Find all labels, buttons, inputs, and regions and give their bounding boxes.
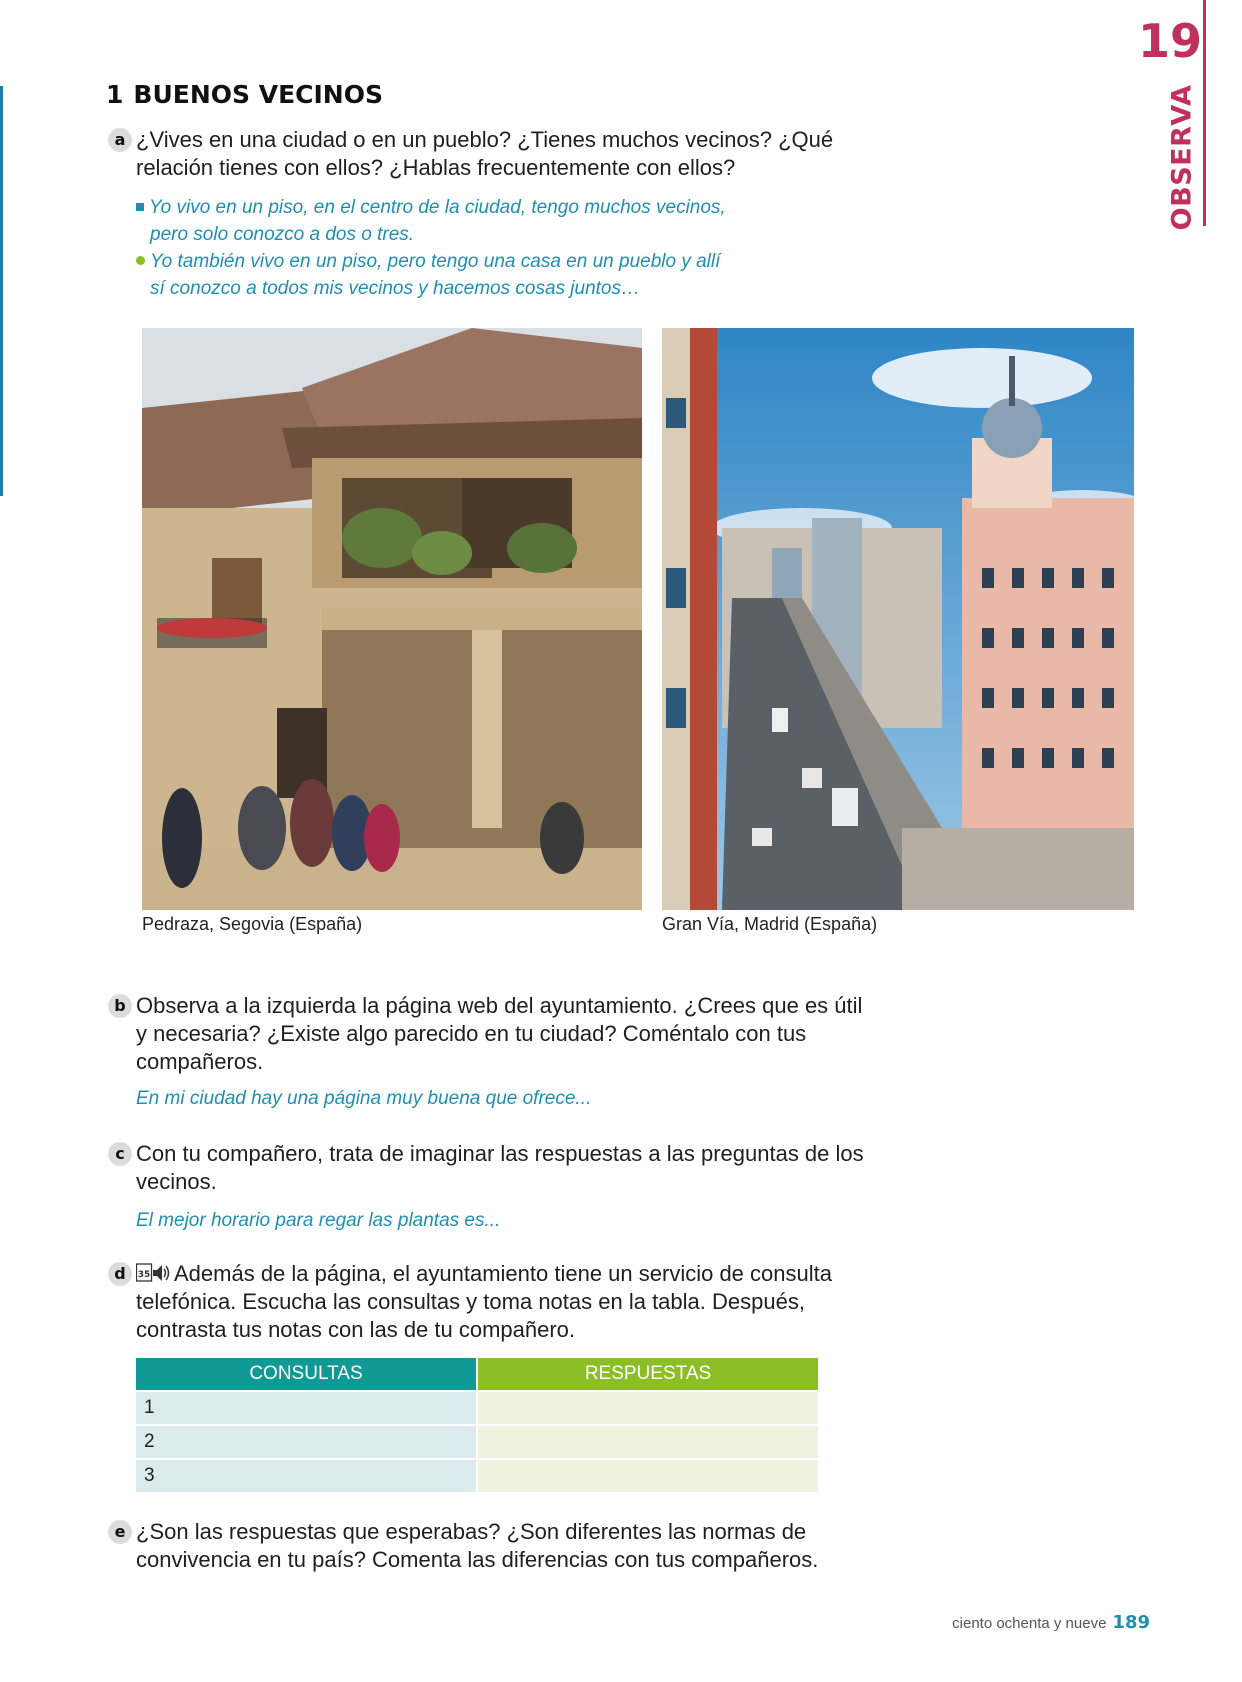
notes-cell-consulta-3[interactable]: 3: [136, 1459, 477, 1492]
audio-track-number: 35: [137, 1270, 151, 1280]
photo-pedraza: [142, 328, 642, 910]
notes-table: [136, 1358, 818, 1492]
notes-header-respuestas: RESPUESTAS: [477, 1358, 818, 1391]
activity-b-badge: b: [108, 994, 132, 1018]
photo-gran-via: [662, 328, 1134, 910]
activity-c-question: Con tu compañero, trata de imaginar las respuestas a las preguntas de los vecinos.: [136, 1141, 864, 1194]
example-a1-line2: pero solo conozco a dos o tres.: [150, 224, 415, 245]
square-bullet-icon: [136, 203, 144, 211]
example-a1-line1: Yo vivo en un piso, en el centro de la ciudad, tengo muchos vecinos,: [149, 197, 726, 218]
photo-pedraza-caption: Pedraza, Segovia (España): [142, 914, 363, 934]
activity-a-question: ¿Vives en una ciudad o en un pueblo? ¿Tienes muchos vecinos? ¿Qué relación tienes con ellos? ¿Hablas frecuentemente con ellos?: [136, 127, 834, 180]
page-number: 189: [1112, 1612, 1150, 1633]
table-row: [136, 1425, 818, 1459]
unit-section-label: OBSERVA: [1166, 84, 1198, 230]
section-title: [106, 80, 383, 109]
notes-cell-consulta-2[interactable]: 2: [136, 1425, 477, 1459]
activity-d-block: [136, 1260, 876, 1344]
activity-b-question: Observa a la izquierda la página web del ayuntamiento. ¿Crees que es útil y necesaria? ¿Existe algo parecido en tu ciudad? Coméntalo con tus compañeros.: [136, 993, 863, 1074]
photo-gran-via-caption: Gran Vía, Madrid (España): [662, 914, 878, 934]
page-footer: [952, 1612, 1150, 1633]
page-number-words: ciento ochenta y nueve: [952, 1615, 1107, 1632]
table-row: [136, 1459, 818, 1492]
unit-marker-line: [1203, 0, 1206, 226]
unit-number: 19: [1137, 14, 1202, 68]
section-number: 1: [106, 80, 124, 109]
activity-d-badge: d: [108, 1262, 132, 1286]
left-margin-rule: [0, 86, 3, 496]
activity-c-example: El mejor horario para regar las plantas es...: [136, 1210, 501, 1231]
activity-e-question: ¿Son las respuestas que esperabas? ¿Son diferentes las normas de convivencia en tu país? Comenta las diferencias con tus compañeros.: [136, 1519, 819, 1572]
audio-speaker-icon[interactable]: [136, 1262, 170, 1284]
activity-c-badge: c: [108, 1142, 132, 1166]
activity-a-examples: [136, 194, 726, 302]
notes-cell-respuesta-1[interactable]: [477, 1391, 818, 1425]
example-a2-line2: sí conozco a todos mis vecinos y hacemos cosas juntos…: [150, 278, 641, 299]
activity-d-question: Además de la página, el ayuntamiento tiene un servicio de consulta telefónica. Escucha las consultas y toma notas en la tabla. Después, contrasta tus notas con las de tu compañero.: [136, 1261, 832, 1342]
notes-cell-respuesta-2[interactable]: [477, 1425, 818, 1459]
activity-e-badge: e: [108, 1520, 132, 1544]
notes-header-consultas: CONSULTAS: [136, 1358, 477, 1391]
activity-b-example: En mi ciudad hay una página muy buena que ofrece...: [136, 1088, 592, 1109]
section-title-text: BUENOS VECINOS: [133, 80, 383, 109]
unit-section-tab: [1164, 84, 1200, 230]
table-row: [136, 1391, 818, 1425]
notes-cell-consulta-1[interactable]: 1: [136, 1391, 477, 1425]
activity-a-badge: a: [108, 128, 132, 152]
round-bullet-icon: [136, 256, 145, 265]
example-a2-line1: Yo también vivo en un piso, pero tengo una casa en un pueblo y allí: [150, 251, 721, 272]
notes-cell-respuesta-3[interactable]: [477, 1459, 818, 1492]
